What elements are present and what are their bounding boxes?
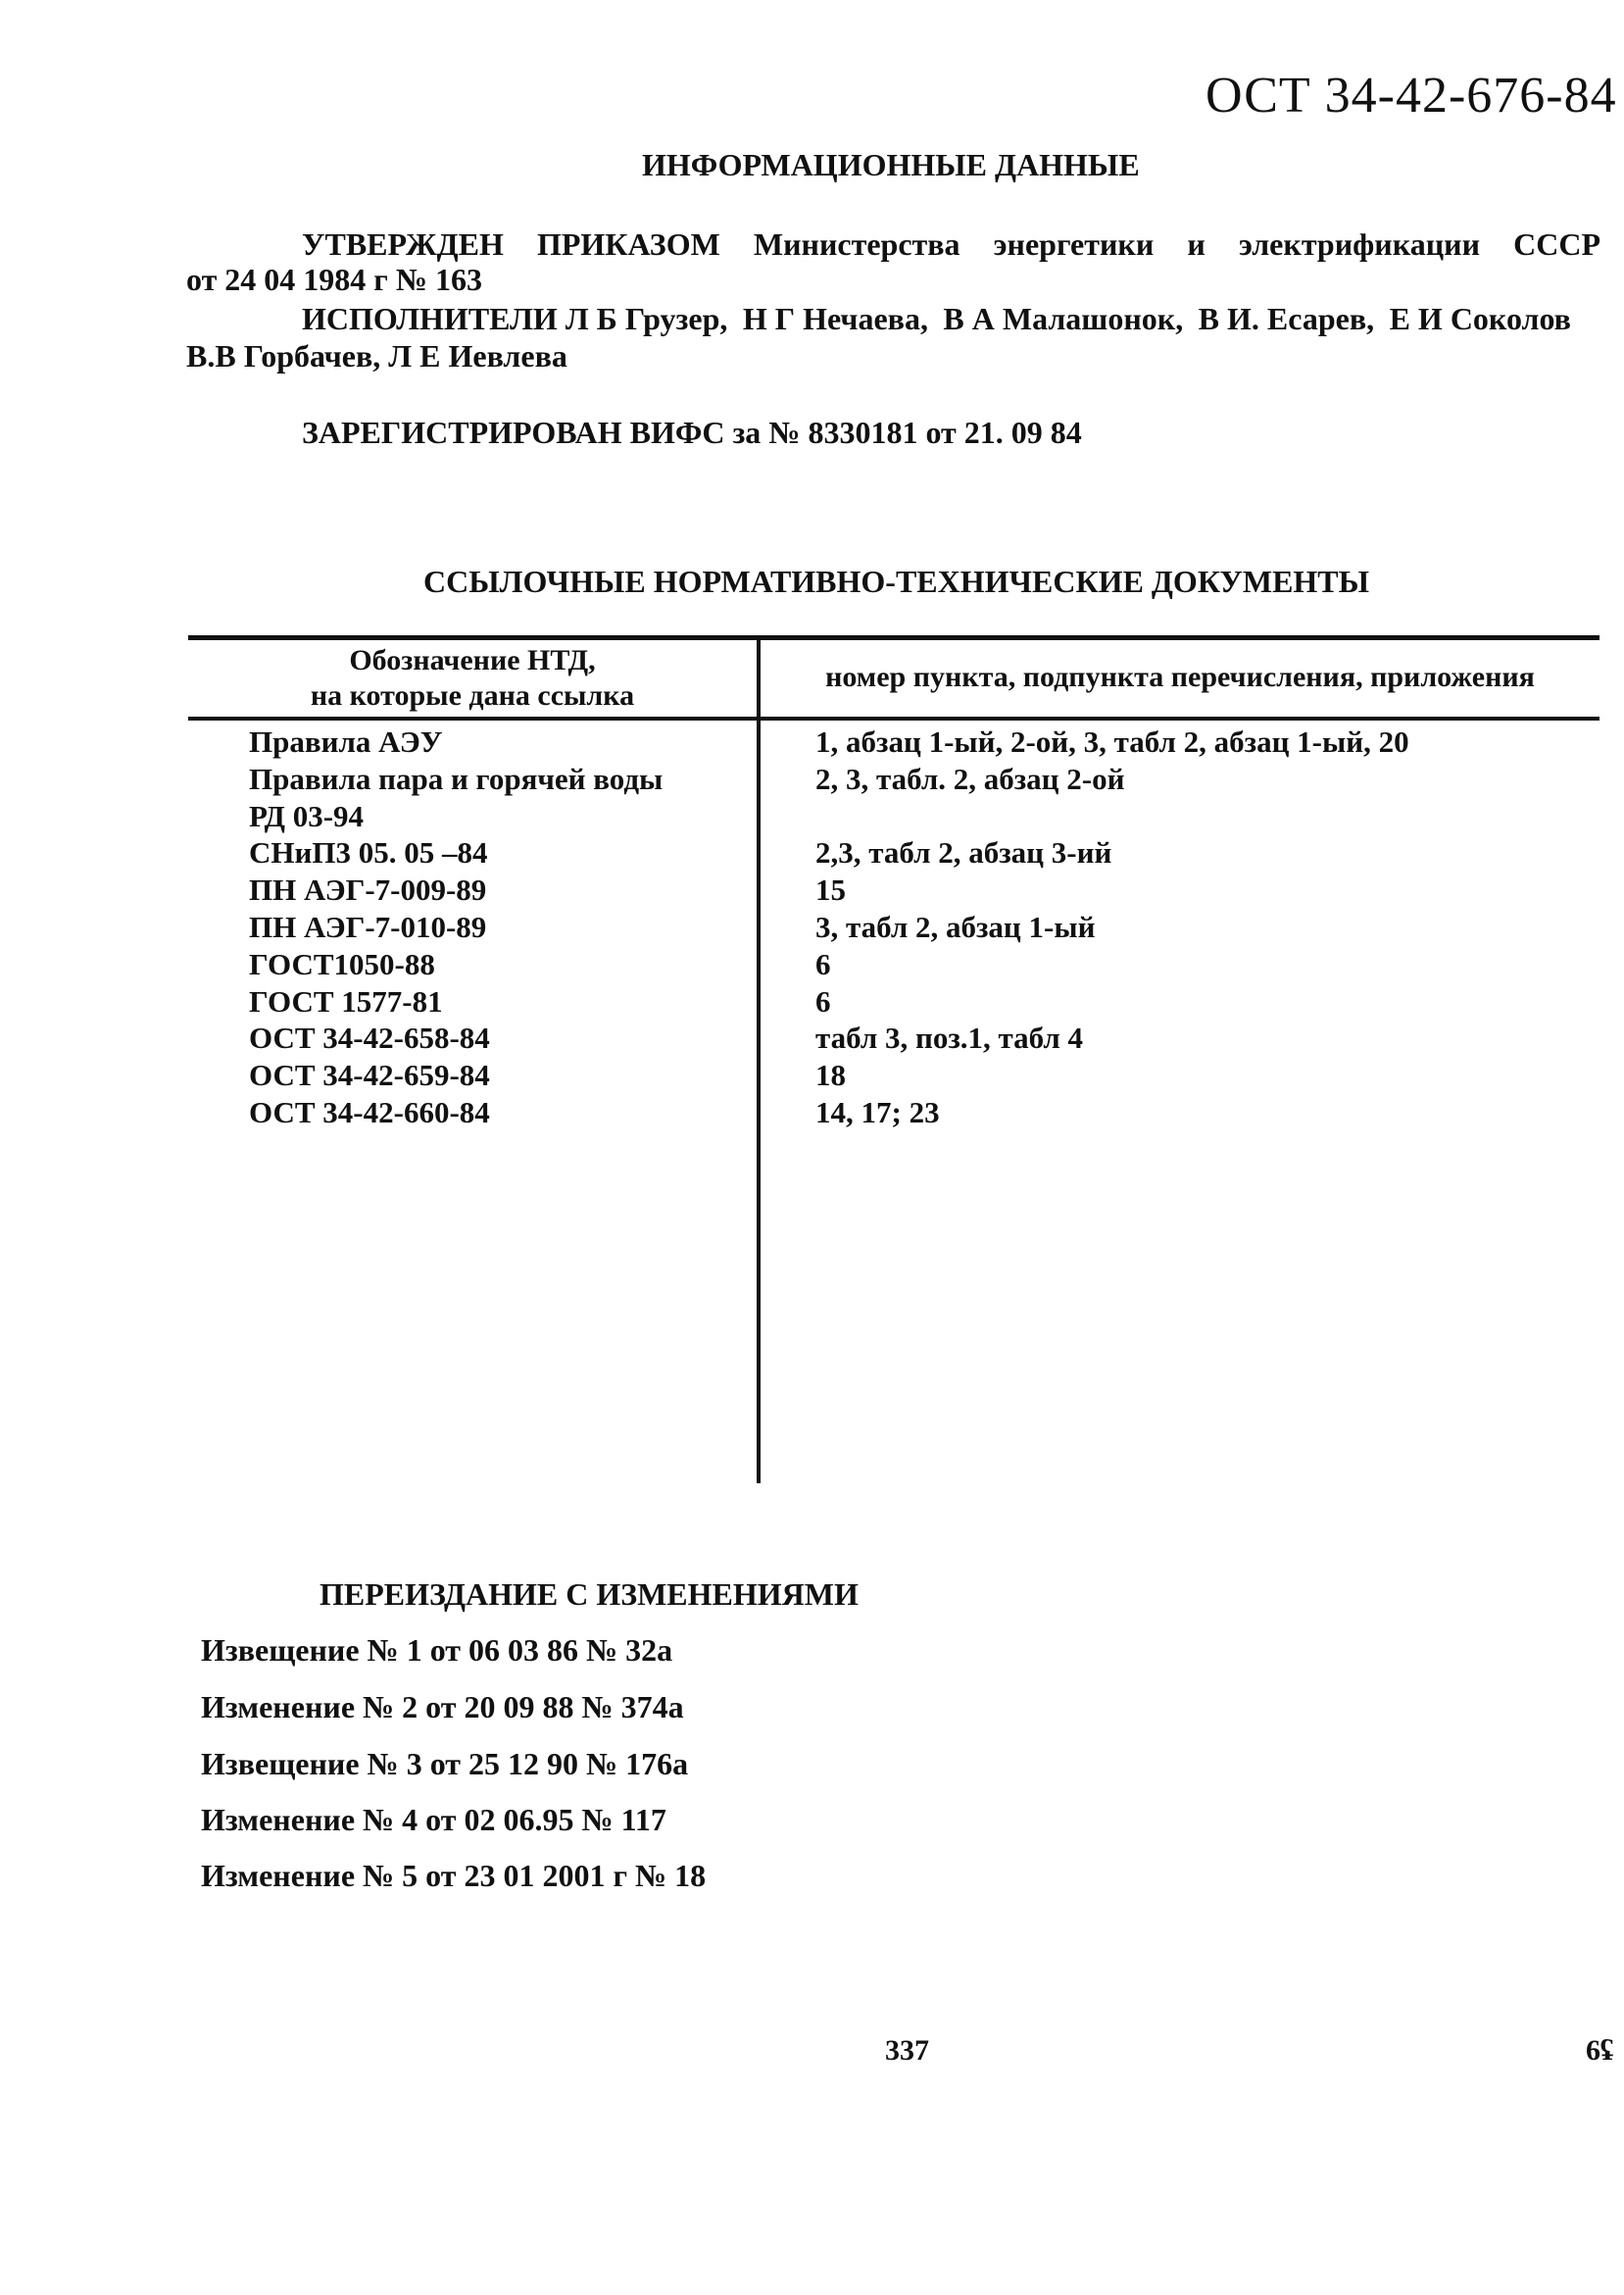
row-doc-designation: ГОСТ1050-88	[249, 946, 435, 981]
change-entry: Изменение № 5 от 23 01 2001 г № 18	[201, 1858, 707, 1893]
row-doc-designation: РД 03-94	[249, 798, 365, 833]
row-doc-designation: Правила АЭУ	[249, 724, 443, 759]
document-code: ОСТ 34-42-676-84	[1206, 68, 1617, 124]
approved-word: Министерства	[753, 226, 960, 262]
change-entry: Извещение № 1 от 06 03 86 № 32а	[201, 1632, 673, 1668]
approved-line	[302, 226, 1600, 263]
approved-word: энергетики	[993, 226, 1155, 262]
table-row	[188, 1094, 1599, 1131]
table-body	[188, 723, 1599, 1131]
row-doc-designation: СНиП3 05. 05 –84	[249, 835, 488, 871]
change-entry: Изменение № 4 от 02 06.95 № 117	[201, 1802, 666, 1837]
table-header-ref: номер пункта, подпункта перечисления, приложения	[825, 661, 1535, 693]
row-doc-designation: ПН АЭГ-7-010-89	[249, 909, 487, 944]
approved-word: электрификации	[1238, 226, 1480, 262]
approved-word: и	[1187, 226, 1206, 262]
corner-page-mark: 6ʢ	[1586, 2034, 1614, 2067]
references-title: ССЫЛОЧНЫЕ НОРМАТИВНО-ТЕХНИЧЕСКИЕ ДОКУМЕНТЫ	[423, 564, 1370, 599]
reissue-title: ПЕРЕИЗДАНИЕ С ИЗМЕНЕНИЯМИ	[320, 1576, 859, 1612]
row-reference-clauses: 2, 3, табл. 2, абзац 2-ой	[815, 761, 1125, 796]
table-row	[188, 723, 1599, 761]
approved-word: СССР	[1513, 226, 1600, 262]
table-row	[188, 1057, 1599, 1094]
row-reference-clauses: 6	[815, 983, 831, 1019]
change-entry: Изменение № 2 от 20 09 88 № 374а	[201, 1689, 684, 1724]
table-row	[188, 909, 1599, 946]
approved-word: ПРИКАЗОМ	[536, 226, 720, 262]
table-row	[188, 834, 1599, 872]
row-doc-designation: ОСТ 34-42-660-84	[249, 1094, 490, 1129]
table-header-doc-line2: на которые дана ссылка	[310, 679, 635, 712]
table-row	[188, 798, 1599, 835]
row-doc-designation: ОСТ 34-42-658-84	[249, 1021, 490, 1056]
table-row	[188, 1020, 1599, 1057]
table-top-rule	[188, 635, 1599, 640]
registration-line: ЗАРЕГИСТРИРОВАН ВИФС за № 8330181 от 21. 09 84	[302, 415, 1082, 450]
row-doc-designation: Правила пара и горячей воды	[249, 761, 664, 796]
table-header-rule	[188, 717, 1599, 721]
performers-line	[302, 301, 1571, 337]
row-reference-clauses: 1, абзац 1-ый, 2-ой, 3, табл 2, абзац 1-ый, 20	[815, 724, 1409, 759]
page-number: 337	[885, 2034, 929, 2067]
table-header-doc-line1: Обозначение НТД,	[349, 644, 596, 676]
table-row	[188, 946, 1599, 983]
performer-name: Е И Соколов	[1389, 301, 1571, 336]
row-reference-clauses: 2,3, табл 2, абзац 3-ий	[815, 835, 1112, 871]
performer-name: Н Г Нечаева,	[742, 301, 928, 336]
row-doc-designation: ПН АЭГ-7-009-89	[249, 873, 487, 908]
row-reference-clauses: 3, табл 2, абзац 1-ый	[815, 909, 1096, 944]
table-header-doc	[188, 643, 757, 714]
approved-word: УТВЕРЖДЕН	[302, 226, 504, 262]
row-reference-clauses: 6	[815, 946, 831, 981]
table-row	[188, 983, 1599, 1021]
performer-name: В А Малашонок,	[943, 301, 1184, 336]
info-section-title: ИНФОРМАЦИОННЫЕ ДАННЫЕ	[642, 147, 1140, 182]
performers-continuation: В.В Горбачев, Л Е Иевлева	[186, 338, 567, 374]
table-row	[188, 872, 1599, 909]
row-reference-clauses: 18	[815, 1058, 846, 1093]
performer-name: В И. Есарев,	[1198, 301, 1375, 336]
row-doc-designation: ГОСТ 1577-81	[249, 983, 443, 1019]
references-table	[188, 635, 1599, 1483]
row-doc-designation: ОСТ 34-42-659-84	[249, 1058, 490, 1093]
table-row	[188, 761, 1599, 798]
row-reference-clauses: 15	[815, 873, 846, 908]
row-reference-clauses: табл 3, поз.1, табл 4	[815, 1021, 1084, 1056]
change-entry: Извещение № 3 от 25 12 90 № 176а	[201, 1746, 689, 1781]
performer-name: ИСПОЛНИТЕЛИ Л Б Грузер,	[302, 301, 728, 336]
row-reference-clauses: 14, 17; 23	[815, 1094, 940, 1129]
approved-order-date: от 24 04 1984 г № 163	[186, 262, 482, 297]
